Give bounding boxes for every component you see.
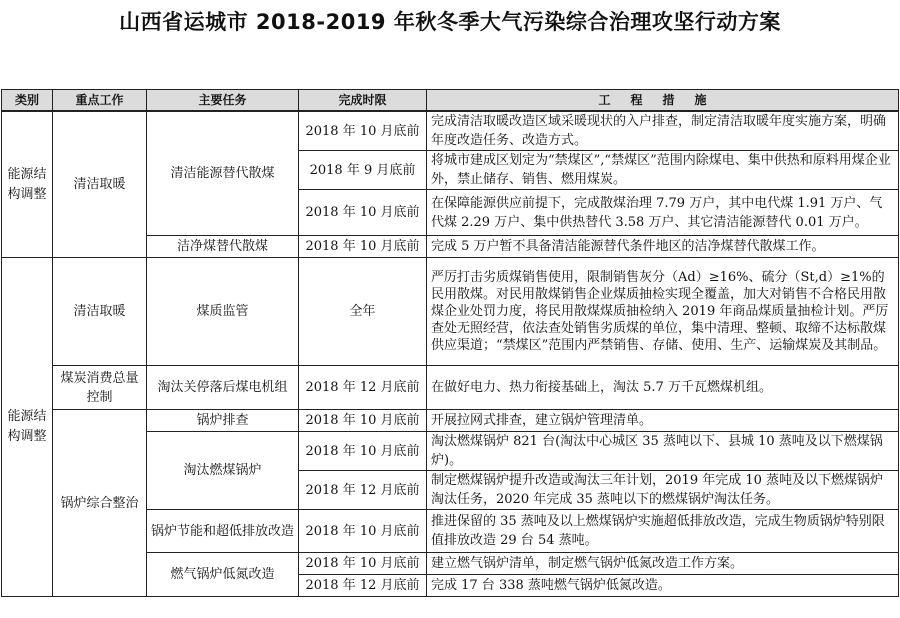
- table-row: [2, 258, 899, 366]
- deadline-cell: 2018 年 12 月底前: [299, 575, 427, 597]
- table-row: [2, 410, 899, 432]
- measures-table-wrap: [1, 89, 898, 597]
- key-work-cell: 清洁取暖: [53, 111, 147, 258]
- category-cell: 能源结构调整: [2, 258, 53, 597]
- main-task-cell: 清洁能源替代散煤: [147, 111, 299, 236]
- deadline-cell: 2018 年 10 月底前: [299, 111, 427, 151]
- measure-cell: 在做好电力、热力衔接基础上，淘汰 5.7 万千瓦燃煤机组。: [427, 366, 899, 410]
- measure-cell: 推进保留的 35 蒸吨及以上燃煤锅炉实施超低排放改造，完成生物质锅炉特别限值排放改造 29 台 54 蒸吨。: [427, 510, 899, 553]
- deadline-cell: 2018 年 10 月底前: [299, 236, 427, 258]
- table-row: [2, 111, 899, 151]
- main-task-cell: 洁净煤替代散煤: [147, 236, 299, 258]
- page-title: 山西省运城市 2018-2019 年秋冬季大气污染综合治理攻坚行动方案: [119, 10, 781, 34]
- header-main-task: 主要任务: [147, 90, 299, 112]
- measure-cell: 严厉打击劣质煤销售使用，限制销售灰分（Ad）≥16%、硫分（St,d）≥1%的民用散煤。对民用散煤销售企业煤质抽检实现全覆盖，加大对销售不合格民用散煤企业处罚力度，将民用散煤煤质抽检纳入 2019 年商品煤质量抽检计划。严厉查处无照经营，依法查处销售劣质煤的单位，集中清理、整顿、取缔不达标散煤供应渠道；“禁煤区”范围内严禁销售、存储、使用、生产、运输煤炭及其制品。: [427, 258, 899, 366]
- deadline-cell: 2018 年 10 月底前: [299, 432, 427, 471]
- key-work-cell: 锅炉综合整治: [53, 410, 147, 597]
- measures-table: [1, 89, 899, 597]
- measure-cell: 制定燃煤锅炉提升改造或淘汰三年计划，2019 年完成 10 蒸吨及以下燃煤锅炉淘汰任务，2020 年完成 35 蒸吨以下的燃煤锅炉淘汰任务。: [427, 471, 899, 510]
- deadline-cell: 全年: [299, 258, 427, 366]
- table-header-row: [2, 90, 899, 112]
- key-work-cell: 清洁取暖: [53, 258, 147, 366]
- deadline-cell: 2018 年 10 月底前: [299, 553, 427, 575]
- header-key-work: 重点工作: [53, 90, 147, 112]
- deadline-cell: 2018 年 9 月底前: [299, 151, 427, 190]
- deadline-cell: 2018 年 10 月底前: [299, 510, 427, 553]
- main-task-cell: 煤质监管: [147, 258, 299, 366]
- main-task-cell: 燃气锅炉低氮改造: [147, 553, 299, 597]
- key-work-cell: 煤炭消费总量控制: [53, 366, 147, 410]
- measure-cell: 完成清洁取暖改造区域采暖现状的入户排查，制定清洁取暖年度实施方案，明确年度改造任务、改造方式。: [427, 111, 899, 151]
- deadline-cell: 2018 年 12 月底前: [299, 366, 427, 410]
- deadline-cell: 2018 年 10 月底前: [299, 410, 427, 432]
- measure-cell: 在保障能源供应前提下，完成散煤治理 7.79 万户，其中电代煤 1.91 万户、气代煤 2.29 万户、集中供热替代 3.58 万户、其它清洁能源替代 0.01 万户。: [427, 190, 899, 236]
- deadline-cell: 2018 年 10 月底前: [299, 190, 427, 236]
- measure-cell: 淘汰燃煤锅炉 821 台(淘汰中心城区 35 蒸吨以下、县城 10 蒸吨及以下燃煤锅炉)。: [427, 432, 899, 471]
- main-task-cell: 淘汰燃煤锅炉: [147, 432, 299, 510]
- measure-cell: 开展拉网式排查，建立锅炉管理清单。: [427, 410, 899, 432]
- main-task-cell: 锅炉排查: [147, 410, 299, 432]
- header-category: 类别: [2, 90, 53, 112]
- header-deadline: 完成时限: [299, 90, 427, 112]
- table-row: [2, 366, 899, 410]
- header-measures: 工程措施: [427, 90, 899, 112]
- measure-cell: 完成 5 万户暂不具备清洁能源替代条件地区的洁净煤替代散煤工作。: [427, 236, 899, 258]
- deadline-cell: 2018 年 12 月底前: [299, 471, 427, 510]
- measure-cell: 将城市建成区划定为“禁煤区”,“禁煤区”范围内除煤电、集中供热和原料用煤企业外，禁止储存、销售、燃用煤炭。: [427, 151, 899, 190]
- measure-cell: 建立燃气锅炉清单，制定燃气锅炉低氮改造工作方案。: [427, 553, 899, 575]
- main-task-cell: 锅炉节能和超低排放改造: [147, 510, 299, 553]
- main-task-cell: 淘汰关停落后煤电机组: [147, 366, 299, 410]
- category-cell: 能源结构调整: [2, 111, 53, 258]
- measure-cell: 完成 17 台 338 蒸吨燃气锅炉低氮改造。: [427, 575, 899, 597]
